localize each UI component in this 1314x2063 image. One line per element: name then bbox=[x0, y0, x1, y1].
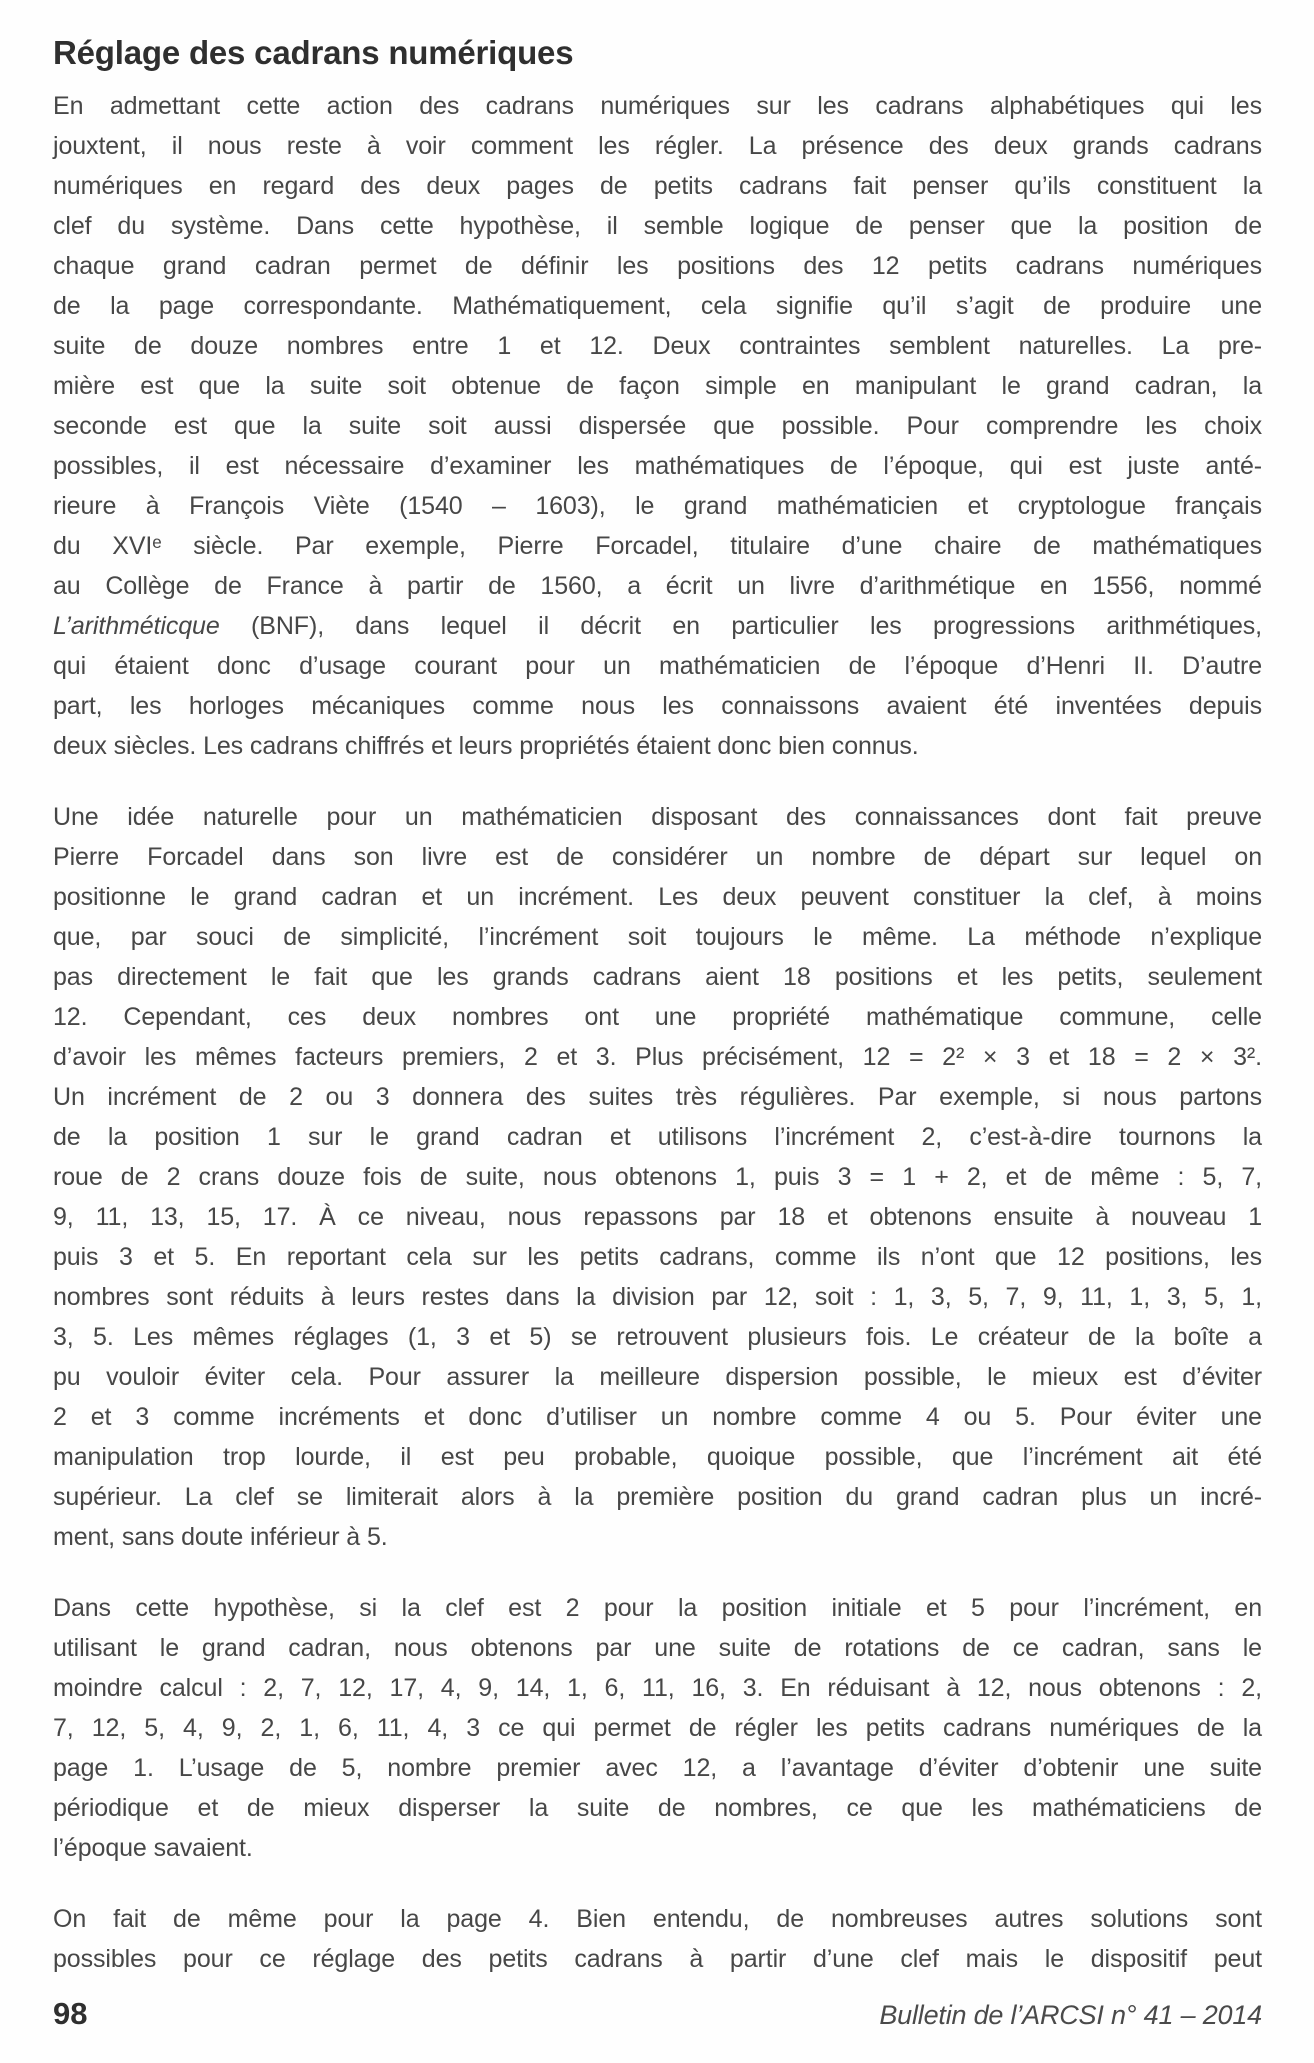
article-body bbox=[53, 34, 1262, 1979]
body-line: de la page correspondante. Mathématiquement, cela signifie qu’il s’agit de produire une bbox=[53, 292, 1262, 320]
body-line: En admettant cette action des cadrans numériques sur les cadrans alphabétiques qui les bbox=[53, 92, 1262, 120]
body-line: possibles, il est nécessaire d’examiner les mathématiques de l’époque, qui est juste anté- bbox=[53, 452, 1262, 480]
page-number: 98 bbox=[53, 1996, 88, 2031]
journal-reference: Bulletin de l’ARCSI n° 41 – 2014 bbox=[879, 2000, 1262, 2030]
paragraph bbox=[53, 1899, 1262, 1979]
body-line: qui étaient donc d’usage courant pour un mathématicien de l’époque d’Henri II. D’autre bbox=[53, 652, 1262, 680]
body-line: clef du système. Dans cette hypothèse, il semble logique de penser que la position de bbox=[53, 212, 1262, 240]
body-line: seconde est que la suite soit aussi dispersée que possible. Pour comprendre les choix bbox=[53, 412, 1262, 440]
body-line: Une idée naturelle pour un mathématicien disposant des connaissances dont fait preuve bbox=[53, 803, 1262, 831]
body-line: numériques en regard des deux pages de petits cadrans fait penser qu’ils constituent la bbox=[53, 172, 1262, 200]
body-line: On fait de même pour la page 4. Bien entendu, de nombreuses autres solutions sont bbox=[53, 1905, 1262, 1933]
paragraph bbox=[53, 797, 1262, 1557]
body-line: 3, 5. Les mêmes réglages (1, 3 et 5) se retrouvent plusieurs fois. Le créateur de la boîte a bbox=[53, 1323, 1262, 1351]
body-line: possibles pour ce réglage des petits cadrans à partir d’une clef mais le dispositif peut bbox=[53, 1945, 1262, 1973]
body-line: supérieur. La clef se limiterait alors à la première position du grand cadran plus un incré- bbox=[53, 1483, 1262, 1511]
body-line: L’arithméticque (BNF), dans lequel il décrit en particulier les progressions arithmétiques, bbox=[53, 612, 1262, 640]
body-line: de la position 1 sur le grand cadran et utilisons l’incrément 2, c’est-à-dire tournons la bbox=[53, 1123, 1262, 1151]
body-line: au Collège de France à partir de 1560, a écrit un livre d’arithmétique en 1556, nommé bbox=[53, 572, 1262, 600]
body-line: suite de douze nombres entre 1 et 12. Deux contraintes semblent naturelles. La pre- bbox=[53, 332, 1262, 360]
body-line: page 1. L’usage de 5, nombre premier avec 12, a l’avantage d’éviter d’obtenir une suite bbox=[53, 1754, 1262, 1782]
body-line: manipulation trop lourde, il est peu probable, quoique possible, que l’incrément ait été bbox=[53, 1443, 1262, 1471]
page-title: Réglage des cadrans numériques bbox=[53, 34, 574, 71]
body-line: ment, sans doute inférieur à 5. bbox=[53, 1523, 388, 1551]
body-line: que, par souci de simplicité, l’incrément soit toujours le même. La méthode n’explique bbox=[53, 923, 1262, 951]
body-line: deux siècles. Les cadrans chiffrés et leurs propriétés étaient donc bien connus. bbox=[53, 732, 919, 760]
body-line: l’époque savaient. bbox=[53, 1834, 253, 1862]
body-line: part, les horloges mécaniques comme nous les connaissons avaient été inventées depuis bbox=[53, 692, 1262, 720]
body-line: du XVIᵉ siècle. Par exemple, Pierre Forcadel, titulaire d’une chaire de mathématiques bbox=[53, 532, 1262, 560]
body-line: périodique et de mieux disperser la suite de nombres, ce que les mathématiciens de bbox=[53, 1794, 1262, 1822]
body-line: 2 et 3 comme incréments et donc d’utiliser un nombre comme 4 ou 5. Pour éviter une bbox=[53, 1403, 1262, 1431]
body-line: d’avoir les mêmes facteurs premiers, 2 et 3. Plus précisément, 12 = 2² × 3 et 18 = 2 × 3². bbox=[53, 1043, 1262, 1071]
page-footer bbox=[53, 1996, 1262, 2032]
body-line: 7, 12, 5, 4, 9, 2, 1, 6, 11, 4, 3 ce qui permet de régler les petits cadrans numériques de la bbox=[53, 1714, 1262, 1742]
paragraph bbox=[53, 86, 1262, 766]
body-line: 9, 11, 13, 15, 17. À ce niveau, nous repassons par 18 et obtenons ensuite à nouveau 1 bbox=[53, 1203, 1262, 1231]
body-line: Dans cette hypothèse, si la clef est 2 pour la position initiale et 5 pour l’incrément, en bbox=[53, 1594, 1262, 1622]
body-line: positionne le grand cadran et un incrément. Les deux peuvent constituer la clef, à moins bbox=[53, 883, 1262, 911]
body-line: nombres sont réduits à leurs restes dans la division par 12, soit : 1, 3, 5, 7, 9, 11, 1, 3, 5, 1, bbox=[53, 1283, 1262, 1311]
body-line: Un incrément de 2 ou 3 donnera des suites très régulières. Par exemple, si nous partons bbox=[53, 1083, 1262, 1111]
paragraph bbox=[53, 1588, 1262, 1868]
body-line: chaque grand cadran permet de définir les positions des 12 petits cadrans numériques bbox=[53, 252, 1262, 280]
body-line: 12. Cependant, ces deux nombres ont une propriété mathématique commune, celle bbox=[53, 1003, 1262, 1031]
body-line: rieure à François Viète (1540 – 1603), le grand mathématicien et cryptologue français bbox=[53, 492, 1262, 520]
body-line: utilisant le grand cadran, nous obtenons par une suite de rotations de ce cadran, sans le bbox=[53, 1634, 1262, 1662]
body-line: pas directement le fait que les grands cadrans aient 18 positions et les petits, seulement bbox=[53, 963, 1262, 991]
body-line: moindre calcul : 2, 7, 12, 17, 4, 9, 14, 1, 6, 11, 16, 3. En réduisant à 12, nous obtenons : 2, bbox=[53, 1674, 1262, 1702]
body-line: roue de 2 crans douze fois de suite, nous obtenons 1, puis 3 = 1 + 2, et de même : 5, 7, bbox=[53, 1163, 1262, 1191]
body-line: Pierre Forcadel dans son livre est de considérer un nombre de départ sur lequel on bbox=[53, 843, 1262, 871]
body-line: pu vouloir éviter cela. Pour assurer la meilleure dispersion possible, le mieux est d’éviter bbox=[53, 1363, 1262, 1391]
body-line: mière est que la suite soit obtenue de façon simple en manipulant le grand cadran, la bbox=[53, 372, 1262, 400]
paragraphs-container bbox=[53, 86, 1262, 1979]
body-line: jouxtent, il nous reste à voir comment les régler. La présence des deux grands cadrans bbox=[53, 132, 1262, 160]
body-line: puis 3 et 5. En reportant cela sur les petits cadrans, comme ils n’ont que 12 positions, les bbox=[53, 1243, 1262, 1271]
